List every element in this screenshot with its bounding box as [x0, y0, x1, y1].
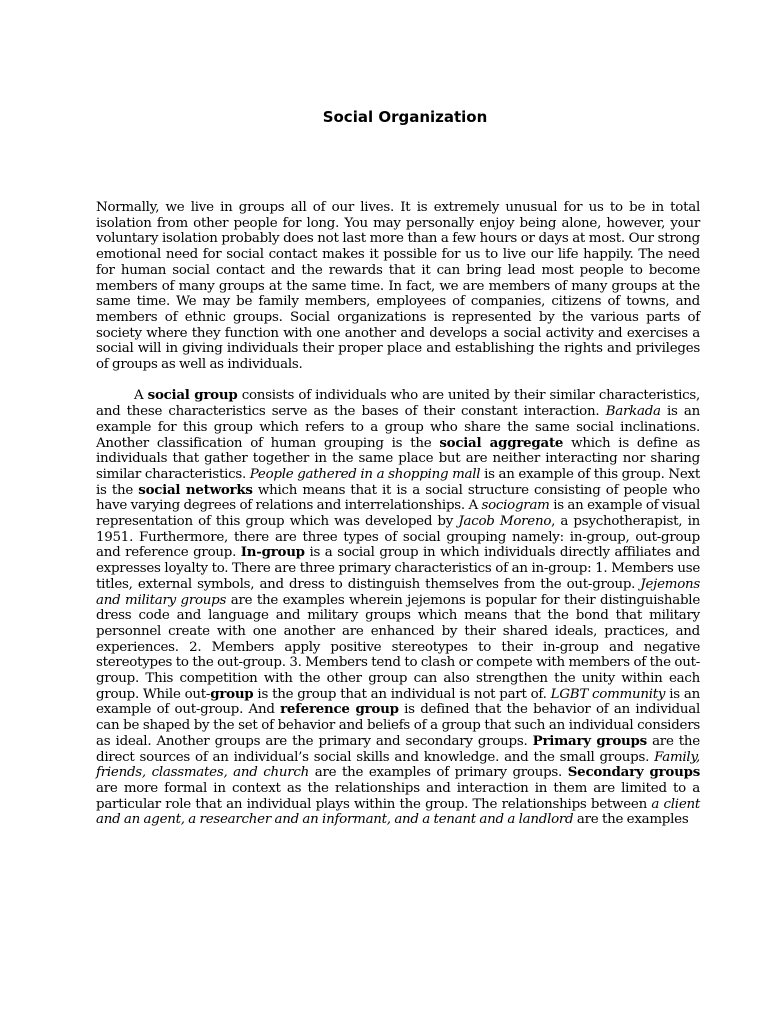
example-barkada: Barkada — [605, 404, 661, 420]
example-client-agent: a client and an agent, a researcher and an informant, and a tenant and a landlord — [96, 796, 700, 828]
text-run: , a psychotherapist, in 1951. Furthermore, there are three types of social grouping namely: in-group, out-group and reference group. — [96, 514, 700, 561]
text-run: A — [134, 388, 148, 404]
example-shopping-mall: People gathered in a shopping mall — [249, 466, 481, 482]
example-sociogram: sociogram — [481, 498, 550, 514]
text-run: is defined that the behavior of an individual can be shaped by the set of behavior and beliefs of a group that such an individual considers as ideal. Another groups are the primary and secondary groups. — [96, 702, 700, 749]
example-lgbt-community: LGBT community — [550, 686, 666, 702]
term-in-group: In-group — [240, 544, 305, 561]
term-social-aggregate: social aggregate — [439, 434, 564, 451]
page-title: Social Organization — [322, 108, 488, 126]
term-out-group: group — [210, 685, 254, 702]
example-family-friends: Family, friends, classmates, and church — [96, 749, 700, 781]
text-run: is an example of this group. Next is the — [96, 466, 700, 498]
text-run: is a social group in which individuals directly affiliates and expresses loyalty to. There are three primary characteristics of an in-group: 1. Members use titles, external symbols, and dress to distinguish themselves from the out-group. — [96, 545, 700, 592]
text-run: is the group that an individual is not part of. — [253, 686, 551, 702]
text-run: which means that it is a social structure consisting of people who have varying degrees of relations and interrelationships. A — [96, 482, 700, 514]
example-jejemons: Jejemons and military groups — [96, 576, 700, 608]
paragraph-intro: Normally, we live in groups all of our lives. It is extremely unusual for us to be in total isolation from other people for long. You may personally enjoy being alone, however, your voluntary isolation probably does not last more than a few hours or days at most. Our strong emotional need for social contact makes it possible for us to live our life happily. The need for human social contact and the rewards that it can bring lead most people to become members of many groups at the same time. In fact, we are members of many groups at the same time. We may be family members, employees of companies, citizens of towns, and members of ethnic groups. Social organizations is represented by the various parts of society where they function with one another and develops a social activity and exercises a social will in giving individuals their proper place and establishing the rights and privileges of groups as well as individuals. — [96, 200, 700, 373]
term-secondary-groups: Secondary groups — [567, 764, 700, 781]
text-run: is an example of visual representation of this group which was developed by — [96, 498, 701, 530]
text-run: are more formal in context as the relationships and interaction in them are limited to a particular role that an individual plays within the group. The relationships between — [96, 781, 700, 812]
name-jacob-moreno: Jacob Moreno — [458, 514, 552, 530]
paragraph-social-groups — [96, 388, 700, 828]
term-reference-group: reference group — [280, 701, 399, 718]
term-social-networks: social networks — [138, 481, 253, 498]
text-run: is an example of out-group. And — [96, 686, 700, 718]
term-social-group: social group — [147, 387, 238, 404]
text-run: consists of individuals who are united by their similar characteristics, and these characteristics serve as the bases of their constant interaction. — [96, 388, 700, 420]
text-run: are the direct sources of an individual’s social skills and knowledge. and the small groups. — [96, 733, 700, 765]
text-run: is an example for this group which refers to a group who share the same social inclinations. Another classification of human grouping is the — [96, 404, 701, 451]
term-primary-groups: Primary groups — [532, 732, 647, 749]
text-run: are the examples of primary groups. — [309, 765, 568, 781]
text-run: are the examples — [573, 812, 689, 828]
text-run: are the examples wherein jejemons is popular for their distinguishable dress code and language and military groups which means that the bond that military personnel create with one another are enhanced by their shared ideals, practices, and experiences. 2. Members apply positive stereotypes to their in-group and negative stereotypes to the out-group. 3. Members tend to clash or compete with members of the out-group. This competition with the other group can also strengthen the unity within each group. While out- — [96, 592, 700, 702]
text-run: which is define as individuals that gather together in the same place but are neither interacting nor sharing similar characteristics. — [96, 435, 701, 482]
document-body — [96, 200, 700, 828]
